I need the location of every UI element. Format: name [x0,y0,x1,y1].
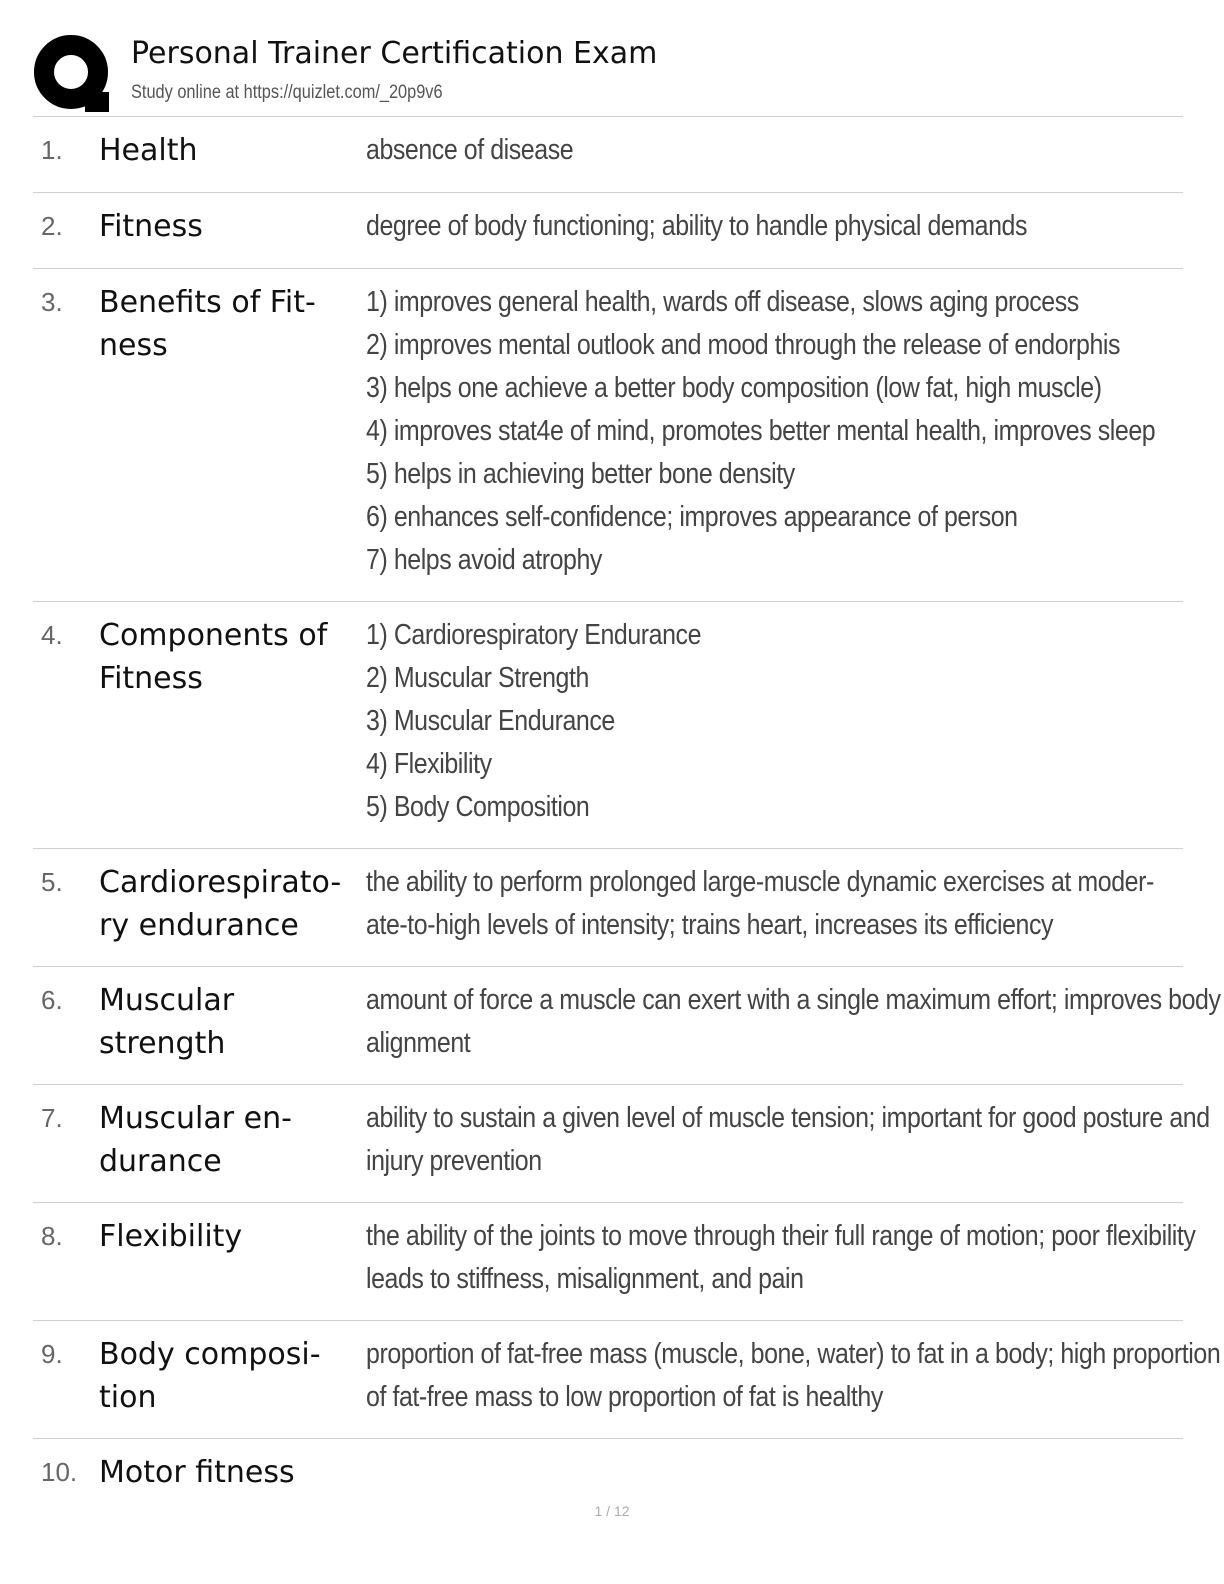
flashcard-row [33,269,1183,602]
card-definition-line: alignment [366,1027,471,1059]
card-term-line: Fitness [99,209,203,244]
card-definition-line: degree of body functioning; ability to handle physical demands [366,210,1028,242]
card-number: 4. [41,620,63,650]
card-definition-line: 1) Cardiorespiratory Endurance [366,619,702,651]
page-indicator: 1 / 12 [594,1503,630,1519]
card-number: 3. [41,287,63,317]
card-definition-line: injury prevention [366,1145,542,1177]
card-term [99,129,349,172]
card-number: 7. [41,1103,63,1133]
card-definition-line: proportion of fat-free mass (muscle, bone, water) to fat in a body; high proportion [366,1338,1221,1370]
card-term [99,614,349,700]
card-definition [366,1097,1210,1183]
card-definition [366,1333,1221,1419]
card-definition-line: 2) Muscular Strength [366,662,589,694]
card-number: 1. [41,135,63,165]
card-term [99,1451,349,1494]
card-term-line: Cardiorespirato- [99,865,342,900]
card-definition-line: 3) helps one achieve a better body composition (low fat, high muscle) [366,372,1102,404]
quizlet-logo-icon [33,34,113,114]
card-definition-line: 7) helps avoid atrophy [366,544,602,576]
page-header [33,30,1183,116]
card-definition-line: ate-to-high levels of intensity; trains heart, increases its efficiency [366,909,1054,941]
study-online-link[interactable]: Study online at https://quizlet.com/_20p9v6 [131,82,443,103]
card-term-line: Health [99,133,198,168]
card-definition-line: of fat-free mass to low proportion of fat is healthy [366,1381,883,1413]
card-definition-line: absence of disease [366,134,574,166]
card-definition [366,1215,1196,1301]
flashcard-row [33,1321,1221,1439]
card-definition [366,129,1186,172]
card-term [99,1333,349,1419]
card-number: 9. [41,1339,63,1369]
card-term-line: Muscular [99,983,235,1018]
card-definition-line: 5) Body Composition [366,791,590,823]
flashcard-row [33,849,1183,967]
card-definition-line: the ability of the joints to move through their full range of motion; poor flexibility [366,1220,1196,1252]
card-definition-line: leads to stiffness, misalignment, and pain [366,1263,804,1295]
card-term-line: Benefits of Fit- [99,285,316,320]
card-definition [366,205,1186,248]
card-term-line: Motor fitness [99,1455,295,1490]
flashcard-row [33,602,1183,849]
card-term-line: strength [99,1026,226,1061]
card-term [99,979,349,1065]
flashcard-row [33,117,1183,193]
card-definition-line: amount of force a muscle can exert with a single maximum effort; improves body [366,984,1221,1016]
card-definition [366,861,1186,947]
card-term [99,281,349,367]
card-term-line: tion [99,1380,157,1415]
card-term-line: ry endurance [99,908,299,943]
flashcard-row [33,193,1183,269]
card-definition-line: 3) Muscular Endurance [366,705,615,737]
card-definition-line: 2) improves mental outlook and mood through the release of endorphis [366,329,1121,361]
card-term [99,1215,349,1258]
card-number: 10. [41,1457,78,1487]
card-definition [366,281,1186,582]
card-term-line: Body composi- [99,1337,321,1372]
flashcard-row [33,1085,1210,1203]
card-term-line: Fitness [99,661,203,696]
card-number: 6. [41,985,63,1015]
flashcard-row [33,1203,1196,1321]
card-term [99,205,349,248]
card-definition-line: ability to sustain a given level of muscle tension; important for good posture and [366,1102,1210,1134]
card-term [99,1097,349,1183]
card-term-line: Components of [99,618,328,653]
flashcard-list [33,116,1221,1519]
card-definition-line: the ability to perform prolonged large-muscle dynamic exercises at moder- [366,866,1154,898]
card-definition-line: 4) improves stat4e of mind, promotes better mental health, improves sleep [366,415,1156,447]
card-term [99,861,349,947]
card-definition [366,979,1221,1065]
card-definition-line: 5) helps in achieving better bone density [366,458,795,490]
card-term-line: Muscular en- [99,1101,292,1136]
card-definition-line: 6) enhances self-confidence; improves appearance of person [366,501,1018,533]
card-number: 5. [41,867,63,897]
card-term-line: durance [99,1144,222,1179]
card-definition-line: 4) Flexibility [366,748,492,780]
card-number: 2. [41,211,63,241]
card-number: 8. [41,1221,63,1251]
page-title: Personal Trainer Certification Exam [131,36,658,71]
card-definition [366,614,1186,829]
card-term-line: ness [99,328,168,363]
flashcard-row [33,967,1221,1085]
card-definition-line: 1) improves general health, wards off disease, slows aging process [366,286,1079,318]
card-term-line: Flexibility [99,1219,243,1254]
